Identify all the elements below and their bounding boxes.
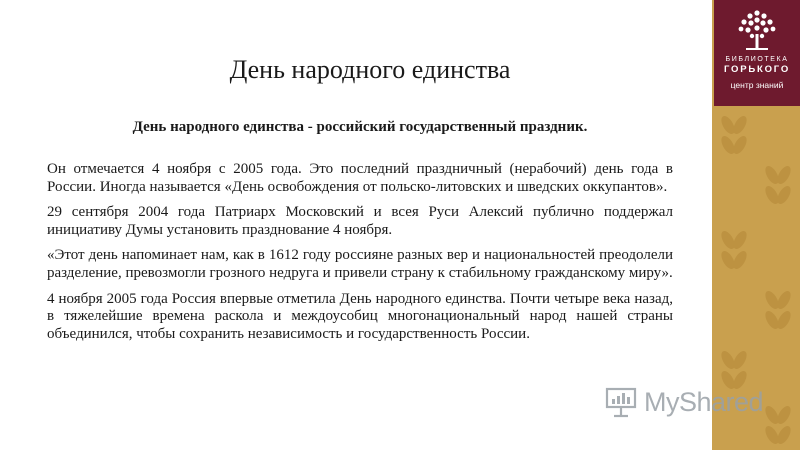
tree-icon: [734, 8, 780, 52]
logo-text-line1: БИБЛИОТЕКА: [725, 56, 789, 63]
library-logo: [714, 0, 800, 106]
slide-body: [47, 161, 673, 351]
watermark-text: MyShared: [644, 387, 764, 417]
body-paragraph: 4 ноября 2005 года Россия впервые отметила День народного единства. Почти четыре века назад, в тяжелейшие времена раскола и междоусобиц многонациональный народ нашей страны объединился, чтобы сохранить независимость и государственность России.: [47, 290, 673, 342]
watermark: [604, 384, 774, 420]
logo-text-line2: ГОРЬКОГО: [723, 64, 791, 75]
presentation-board-icon: [604, 386, 640, 418]
body-paragraph: 29 сентября 2004 года Патриарх Московский и всея Руси Алексий публично поддержал инициативу Думы установить празднование 4 ноября.: [47, 204, 673, 238]
body-paragraph: Он отмечается 4 ноября с 2005 года. Это последний праздничный (нерабочий) день года в России. Иногда называется «День освобождения от польско-литовских и шведских оккупантов».: [47, 161, 673, 195]
logo-tagline: центр знаний: [730, 80, 784, 90]
body-paragraph: «Этот день напоминает нам, как в 1612 году россияне разных вер и национальностей преодолели разделение, превозмогли грозного недруга и привели страну к стабильному гражданскому миру».: [47, 247, 673, 281]
slide-title: День народного единства: [229, 55, 511, 84]
slide-subtitle: День народного единства - российский государственный праздник.: [132, 119, 588, 135]
